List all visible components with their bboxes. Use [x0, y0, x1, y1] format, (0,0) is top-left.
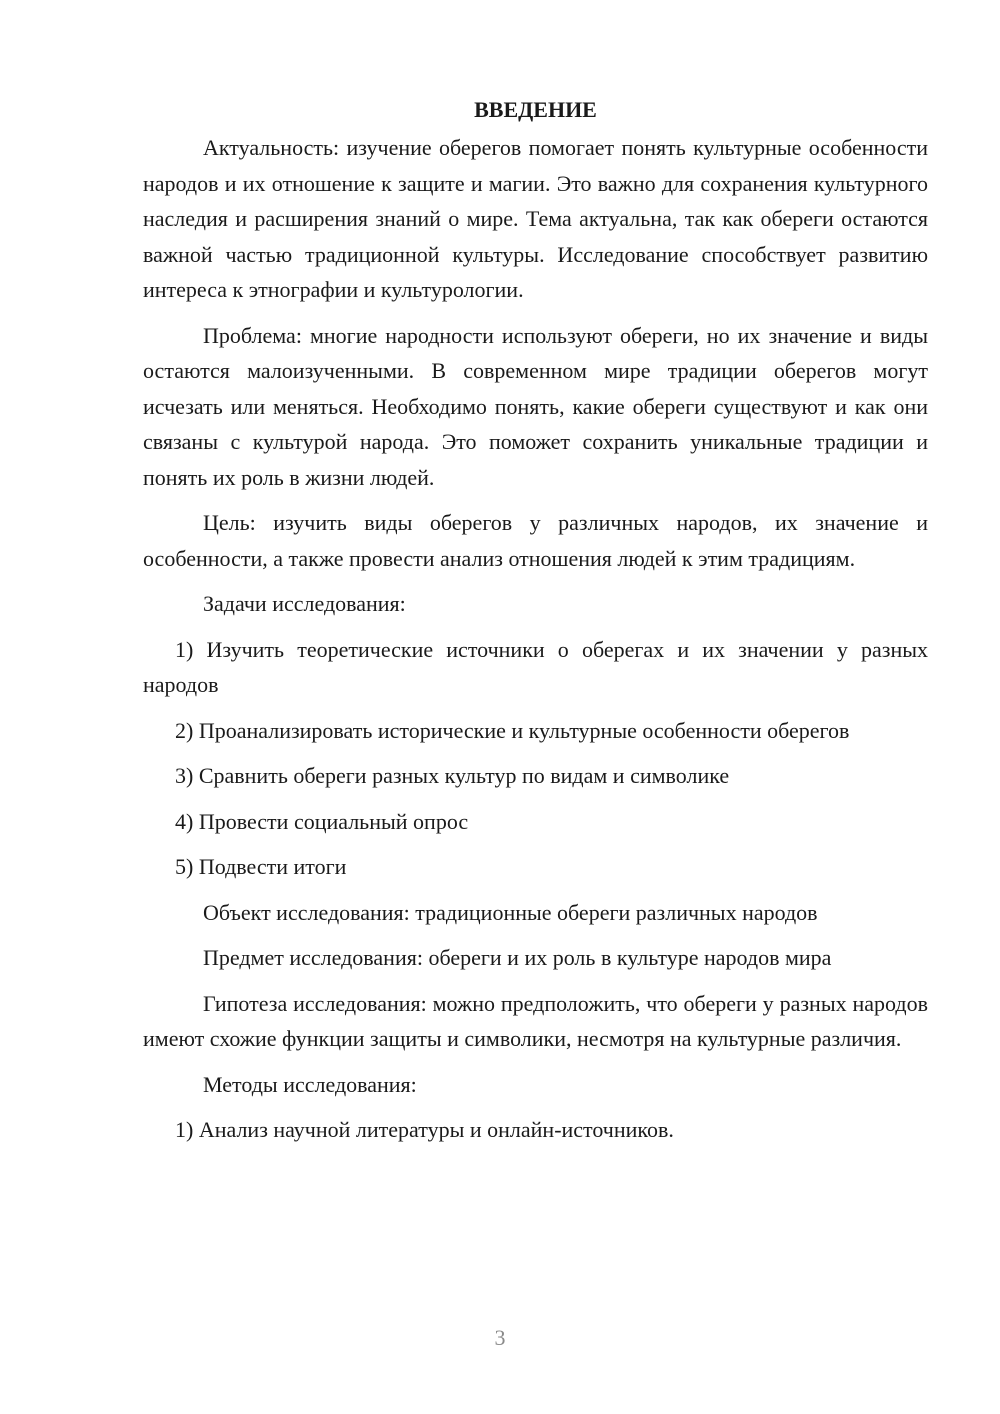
task-item-2: 2) Проанализировать исторические и культурные особенности оберегов [175, 717, 850, 743]
methods-heading: Методы исследования: [203, 1071, 417, 1097]
tasks-heading: Задачи исследования: [203, 591, 406, 616]
page-title: ВВЕДЕНИЕ [474, 97, 597, 122]
goal-paragraph: Цель: изучить виды оберегов у различных народов, их значение и особенности, а также провести анализ отношения людей к этим традициям. [143, 510, 928, 571]
page-number: 3 [494, 1325, 506, 1350]
problem-paragraph: Проблема: многие народности используют обереги, но их значение и виды остаются малоизученными. В современном мире традиции оберегов могут исчезать или меняться. Необходимо понять, какие обереги существуют и как они связаны с культурой народа. Это поможет сохранить уникальные традиции и понять их роль в жизни людей. [143, 322, 928, 490]
task-item-4: 4) Провести социальный опрос [175, 808, 469, 834]
task-item-5: 5) Подвести итоги [175, 854, 347, 879]
subject-line: Предмет исследования: обереги и их роль в культуре народов мира [203, 945, 832, 970]
hypothesis-paragraph: Гипотеза исследования: можно предположить, что обереги у разных народов имеют схожие функции защиты и символики, несмотря на культурные различия. [143, 990, 928, 1051]
document-page [143, 92, 928, 1158]
task-item-1: 1) Изучить теоретические источники о оберегах и их значении у разных народов [143, 636, 928, 697]
object-line: Объект исследования: традиционные обереги различных народов [203, 899, 818, 925]
relevance-paragraph: Актуальность: изучение оберегов помогает понять культурные особенности народов и их отношение к защите и магии. Это важно для сохранения культурного наследия и расширения знаний о мире. Тема актуальна, так как обереги остаются важной частью традиционной культуры. Исследование способствует развитию интереса к этнографии и культурологии. [143, 135, 928, 302]
method-item-1: 1) Анализ научной литературы и онлайн-источников. [175, 1117, 674, 1142]
task-item-3: 3) Сравнить обереги разных культур по видам и символике [175, 763, 730, 788]
